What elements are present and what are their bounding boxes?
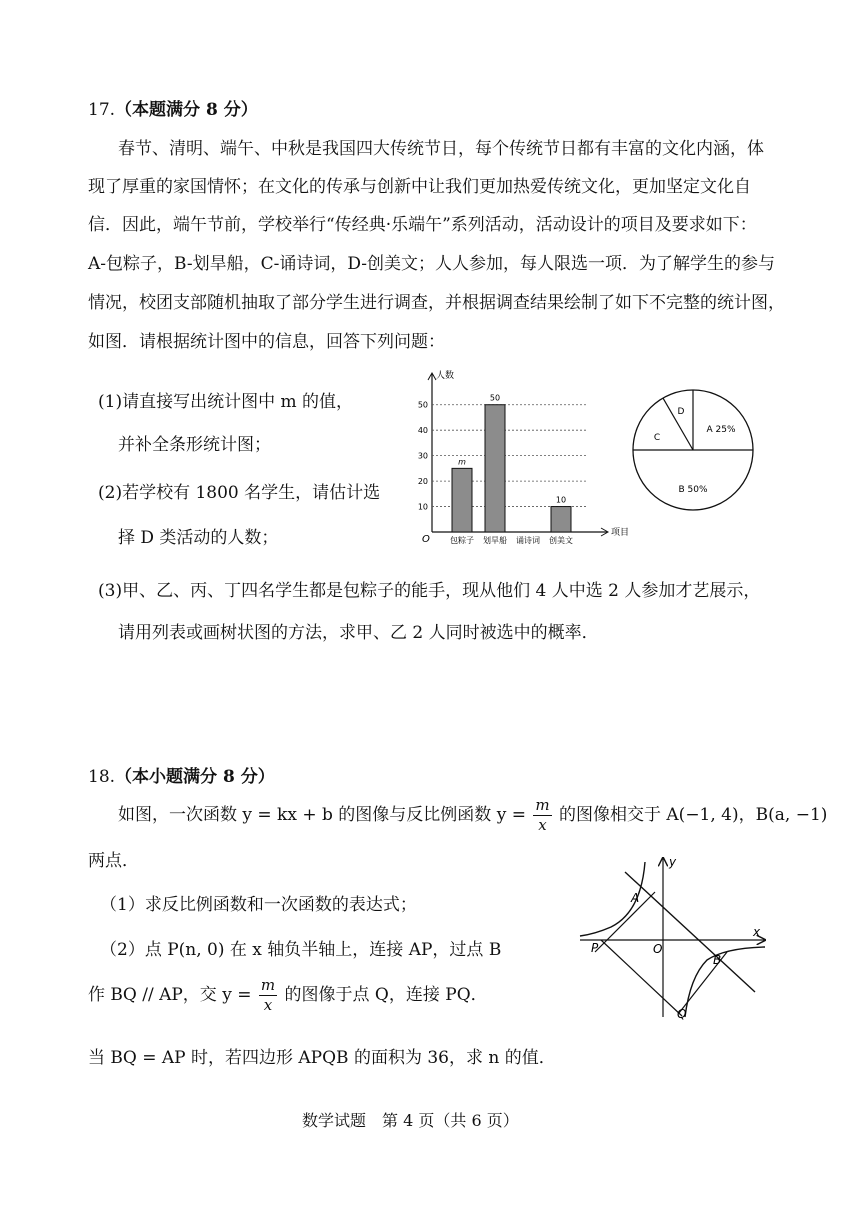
q17-para-4: A-包粽子，B-划旱船，C-诵诗词，D-创美文；人人参加，每人限选一项．为了解学生的参与 bbox=[88, 254, 776, 274]
q18-sub2-line3: 当 BQ = AP 时，若四边形 APQB 的面积为 36，求 n 的值． bbox=[88, 1048, 556, 1068]
bar-y-tick-label: 10 bbox=[417, 502, 428, 512]
bar-y-tick-label: 50 bbox=[417, 400, 428, 410]
q17-header bbox=[88, 95, 258, 120]
pie-slice-label: D bbox=[677, 407, 685, 417]
x-axis-label: x bbox=[753, 925, 761, 939]
bar-origin-label: O bbox=[422, 534, 430, 545]
page-footer: 数学试题 第 4 页（共 6 页） bbox=[302, 1111, 519, 1130]
hyperbola-branch-lower-right bbox=[685, 947, 765, 1017]
bar-data-label: 10 bbox=[555, 495, 567, 505]
q18-sub2-line1: （2）点 P(n, 0) 在 x 轴负半轴上，连接 AP，过点 B bbox=[100, 940, 502, 960]
bar-y-label: 人数 bbox=[436, 371, 455, 381]
bar-category-label: 划旱船 bbox=[483, 536, 507, 545]
bar-y-tick-label: 20 bbox=[417, 477, 428, 487]
bar-category-label: 创美文 bbox=[549, 536, 573, 545]
q18-intro-b: 的图像相交于 A(−1, 4)，B(a, −1) bbox=[559, 805, 828, 825]
bar-y-tick-label: 30 bbox=[417, 451, 428, 461]
point-P-label: P bbox=[591, 941, 599, 955]
bar-x-label: 项目 bbox=[611, 528, 630, 538]
point-B-label: B bbox=[713, 953, 722, 967]
bar-data-label: 50 bbox=[489, 393, 501, 403]
q18-intro bbox=[118, 798, 827, 833]
q17-sub1-line2: 并补全条形统计图； bbox=[118, 435, 271, 455]
y-axis-label: y bbox=[669, 855, 677, 869]
q18-function-graph bbox=[575, 852, 775, 1022]
q17-sub2-line1: (2)若学校有 1800 名学生，请估计选 bbox=[98, 483, 381, 503]
pie-slice-label: A 25% bbox=[706, 425, 736, 435]
q18-header bbox=[88, 762, 275, 787]
q17-para-2: 现了厚重的家国情怀；在文化的传承与创新中让我们更加热爱传统文化，更加坚定文化自 bbox=[88, 177, 751, 197]
q18-score: （本小题满分 8 分） bbox=[115, 767, 275, 787]
q17-score: （本题满分 8 分） bbox=[115, 100, 258, 120]
q17-sub1-line1: (1)请直接写出统计图中 m 的值， bbox=[98, 392, 354, 412]
q18-sub2-line2-b: 的图像于点 Q，连接 PQ． bbox=[284, 985, 488, 1005]
fraction-m-over-x: $\frac{m}{x}$ bbox=[535, 796, 550, 834]
line-PQ bbox=[601, 940, 682, 1016]
fraction-m-over-x-2: $\frac{m}{x}$ bbox=[260, 976, 276, 1014]
q17-para-3: 信．因此，端午节前，学校举行“传经典·乐端午”系列活动，活动设计的项目及要求如下： bbox=[88, 215, 757, 235]
point-A-label: A bbox=[631, 891, 640, 905]
pie-chart bbox=[628, 385, 758, 515]
q17-para-6: 如图．请根据统计图中的信息，回答下列问题： bbox=[88, 332, 445, 352]
q17-sub3-line1: (3)甲、乙、丙、丁四名学生都是包粽子的能手，现从他们 4 人中选 2 人参加才艺展示， bbox=[98, 581, 761, 601]
bar bbox=[485, 405, 505, 532]
bar bbox=[452, 468, 472, 532]
q17-sub3-line2: 请用列表或画树状图的方法，求甲、乙 2 人同时被选中的概率． bbox=[118, 623, 599, 643]
q18-sub2-line2 bbox=[88, 978, 488, 1013]
q18-intro-a: 如图，一次函数 y = kx + b 的图像与反比例函数 y = bbox=[118, 805, 526, 825]
point-Q-label: Q bbox=[677, 1007, 687, 1021]
q18-sub1: （1）求反比例函数和一次函数的表达式； bbox=[100, 895, 417, 915]
bar-data-label: m bbox=[458, 457, 466, 467]
q17-para-5: 情况，校团支部随机抽取了部分学生进行调查，并根据调查结果绘制了如下不完整的统计图， bbox=[88, 293, 785, 313]
origin-label: O bbox=[653, 942, 663, 956]
bar-category-label: 包粽子 bbox=[450, 536, 474, 545]
q17-sub2-line2: 择 D 类活动的人数； bbox=[118, 528, 279, 548]
q18-sub2-line2-a: 作 BQ // AP，交 y = bbox=[88, 985, 252, 1005]
pie-slice-label: C bbox=[653, 433, 661, 443]
q18-intro-c: 两点． bbox=[88, 851, 139, 871]
bar-category-label: 诵诗词 bbox=[516, 536, 540, 545]
q17-number: 17. bbox=[88, 100, 116, 120]
line-AB bbox=[625, 872, 755, 992]
pie-slice-label: B 50% bbox=[678, 485, 708, 495]
bar-y-tick-label: 40 bbox=[417, 426, 428, 436]
bar bbox=[551, 507, 571, 532]
bar-chart bbox=[410, 366, 630, 552]
q17-para-1: 春节、清明、端午、中秋是我国四大传统节日，每个传统节日都有丰富的文化内涵，体 bbox=[118, 139, 764, 159]
q18-number: 18. bbox=[88, 767, 116, 787]
